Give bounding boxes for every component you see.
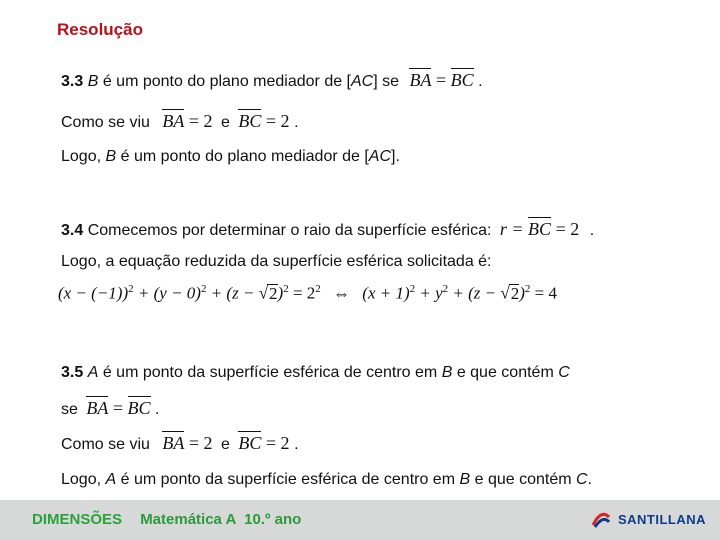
brand-name: DIMENSÕES — [32, 511, 123, 528]
s35-como-seg-bc: BC — [238, 433, 262, 453]
s33-seg-bc: BC — [450, 70, 474, 90]
s33-equals: = — [435, 70, 447, 90]
s33-como-bc — [238, 111, 294, 131]
eq-close: ) — [277, 283, 284, 303]
s35-logo-pre: Logo, — [61, 471, 102, 488]
s35-logo-line — [61, 471, 592, 489]
s33-number: 3.3 — [61, 73, 84, 90]
eq-term-x: (x − (−1)) — [58, 283, 129, 303]
eq-root: 2 — [269, 283, 278, 303]
s35-mid: e que contém — [456, 364, 554, 381]
s35-line — [61, 364, 570, 382]
s33-logo-end: ]. — [391, 148, 400, 165]
s35-seg-ba: BA — [86, 398, 109, 418]
s34-line — [61, 219, 594, 240]
s33-como-period: . — [294, 114, 299, 131]
s35-se-period: . — [155, 401, 160, 418]
s33-logo-b: B — [105, 148, 117, 165]
eq-term-z: + (z − — [210, 283, 259, 303]
s35-como-bc — [238, 433, 294, 453]
s35-logo-end: . — [587, 471, 593, 488]
s34-radius — [500, 219, 584, 239]
s33-como-val2: = 2 — [265, 111, 290, 131]
eq2-rhs: = 4 — [534, 283, 558, 303]
s35-como-val1: = 2 — [188, 433, 213, 453]
s33-como-e: e — [221, 114, 230, 131]
s35-como-e: e — [221, 436, 230, 453]
s34-r: r = — [499, 219, 524, 239]
s35-como-ba — [162, 433, 217, 453]
s33-period: . — [478, 73, 483, 90]
s33-line — [61, 70, 483, 91]
s35-como-val2: = 2 — [265, 433, 290, 453]
eq-term-y: + (y − 0) — [137, 283, 201, 303]
s35-a: A — [87, 364, 99, 381]
eq2-exp-2: 2 — [442, 283, 449, 295]
s35-logo-mid: e que contém — [474, 471, 572, 488]
s35-condition — [86, 398, 155, 418]
eq2-exp-1: 2 — [409, 283, 416, 295]
eq-exp-2: 2 — [200, 283, 207, 295]
s33-como-seg-ba: BA — [162, 111, 185, 131]
s33-logo-ac: AC — [368, 148, 392, 165]
eq2-term-y: + y — [419, 283, 443, 303]
eq-iff: ⇔ — [333, 283, 351, 303]
s33-logo-mid: é um ponto do plano mediador de [ — [120, 148, 369, 165]
eq2-term-x: (x + 1) — [362, 283, 410, 303]
eq-rhs: = 2 — [292, 283, 316, 303]
s34-text: Comecemos por determinar o raio da superfície esférica: — [87, 222, 492, 239]
s34-period: . — [589, 222, 595, 239]
eq2-root: 2 — [510, 283, 520, 303]
s35-logo-a: A — [105, 471, 117, 488]
s35-como-period: . — [294, 436, 299, 453]
s33-point-b: B — [87, 73, 99, 90]
s35-seg-bc: BC — [127, 398, 151, 418]
s35-logo-c: C — [576, 471, 588, 488]
s35-como-label: Como se viu — [61, 436, 150, 453]
brand-subject: Matemática A 10.º ano — [140, 511, 302, 528]
s33-como-label: Como se viu — [61, 114, 150, 131]
eq-exp-1: 2 — [128, 283, 134, 295]
s33-seg-ba: BA — [409, 70, 432, 90]
s35-como-seg-ba: BA — [162, 433, 185, 453]
santillana-icon — [590, 509, 612, 529]
s35-se: se — [61, 401, 78, 418]
eq-exp-4: 2 — [315, 283, 321, 295]
sphere-equation: $(x - (-1))^2 + (y - 0)^2 + (z - √2)^2 = 2^2$ ⇔ $(x + 1)^2 + y^2 + (z - √2)^2 = 4$ — [58, 283, 558, 303]
s33-text-b: ] se — [373, 73, 400, 90]
eq2-close: ) — [519, 283, 525, 303]
publisher-name: SANTILLANA — [617, 511, 706, 527]
footer-brand — [32, 511, 301, 528]
s35-c: C — [558, 364, 570, 381]
s35-se-line — [61, 398, 159, 419]
footer-bar — [0, 500, 720, 540]
eq-exp-3: 2 — [283, 283, 289, 295]
s35-b: B — [441, 364, 453, 381]
s33-segment-ac: AC — [351, 73, 374, 90]
s33-logo-line — [61, 148, 400, 166]
eq2-exp-3: 2 — [524, 283, 531, 295]
s33-text-a: é um ponto do plano mediador de [ — [102, 73, 351, 90]
s35-number: 3.5 — [61, 364, 84, 381]
s34-logo-line: Logo, a equação reduzida da superfície esférica solicitada é: — [61, 253, 492, 270]
s34-val: = 2 — [555, 219, 580, 239]
s33-como-line — [61, 111, 299, 132]
s35-como-line — [61, 433, 299, 454]
s33-como-ba — [162, 111, 217, 131]
s35-logo-text: é um ponto da superfície esférica de centro em — [120, 471, 456, 488]
s34-number: 3.4 — [61, 222, 84, 239]
s33-como-val1: = 2 — [188, 111, 213, 131]
eq2-term-z: + (z − — [452, 283, 501, 303]
s35-equals: = — [112, 398, 124, 418]
s33-logo-pre: Logo, — [61, 148, 102, 165]
s34-seg-bc: BC — [528, 219, 552, 239]
s33-como-seg-bc: BC — [238, 111, 262, 131]
s35-text: é um ponto da superfície esférica de centro em — [102, 364, 438, 381]
s33-condition — [409, 70, 478, 90]
s35-logo-b: B — [459, 471, 471, 488]
slide-title: Resolução — [57, 20, 143, 39]
publisher-logo — [590, 509, 706, 529]
